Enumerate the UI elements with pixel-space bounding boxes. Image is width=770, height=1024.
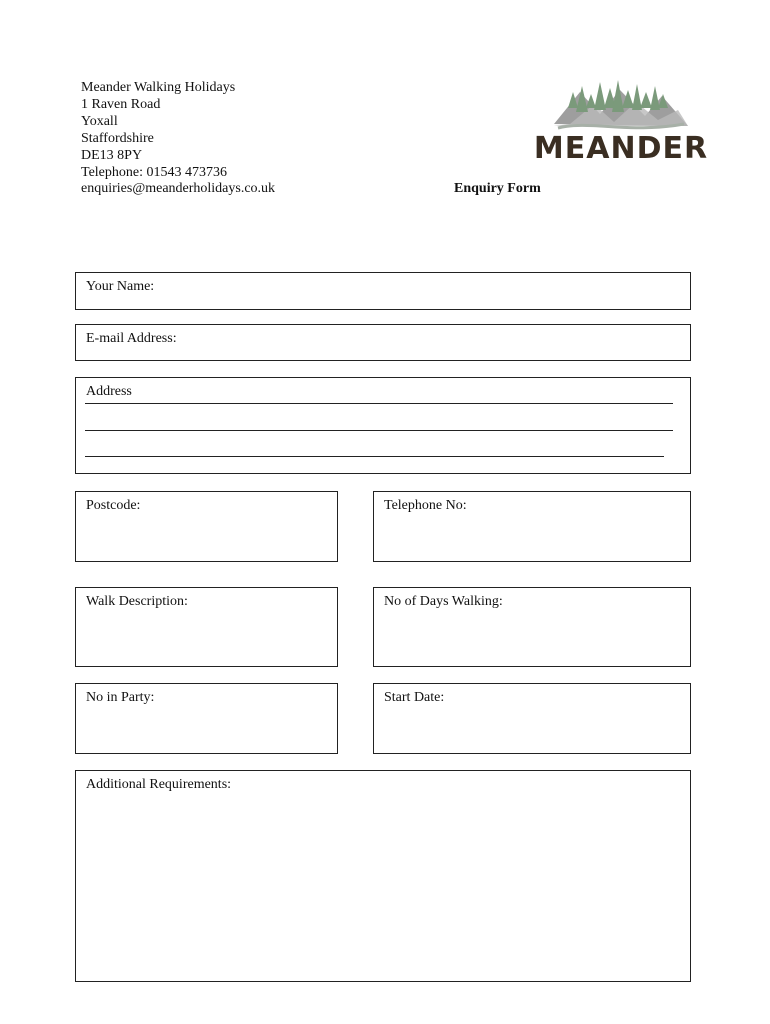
form-title: Enquiry Form <box>454 181 541 196</box>
additional-requirements-label: Additional Requirements: <box>86 777 232 792</box>
additional-requirements-field[interactable] <box>75 770 691 982</box>
party-size-field[interactable] <box>75 683 338 754</box>
logo-text: MEANDER <box>533 131 709 166</box>
company-town: Yoxall <box>81 113 118 129</box>
walk-description-field[interactable] <box>75 587 338 667</box>
address-line-1 <box>85 403 673 404</box>
telephone-field[interactable] <box>373 491 691 562</box>
start-date-label: Start Date: <box>384 690 445 705</box>
mountain-pine-trees-logo-icon <box>533 74 709 166</box>
address-line-2 <box>85 430 673 431</box>
company-street: 1 Raven Road <box>81 96 161 112</box>
postcode-field[interactable] <box>75 491 338 562</box>
days-walking-field[interactable] <box>373 587 691 667</box>
company-postcode: DE13 8PY <box>81 147 143 163</box>
name-field[interactable] <box>75 272 691 310</box>
meander-logo <box>533 74 709 166</box>
postcode-label: Postcode: <box>86 498 141 513</box>
company-telephone: Telephone: 01543 473736 <box>81 164 227 180</box>
address-line-3 <box>85 456 664 457</box>
days-walking-label: No of Days Walking: <box>384 594 503 609</box>
company-address <box>81 80 275 198</box>
address-field[interactable] <box>75 377 691 474</box>
email-label: E-mail Address: <box>86 331 177 346</box>
company-email[interactable]: enquiries@meanderholidays.co.uk <box>81 181 276 197</box>
start-date-field[interactable] <box>373 683 691 754</box>
email-field[interactable] <box>75 324 691 361</box>
walk-description-label: Walk Description: <box>86 594 188 609</box>
company-name: Meander Walking Holidays <box>81 80 236 95</box>
telephone-label: Telephone No: <box>384 498 467 513</box>
address-label: Address <box>86 384 132 399</box>
company-county: Staffordshire <box>81 130 154 146</box>
party-size-label: No in Party: <box>86 690 155 705</box>
name-label: Your Name: <box>86 279 155 294</box>
